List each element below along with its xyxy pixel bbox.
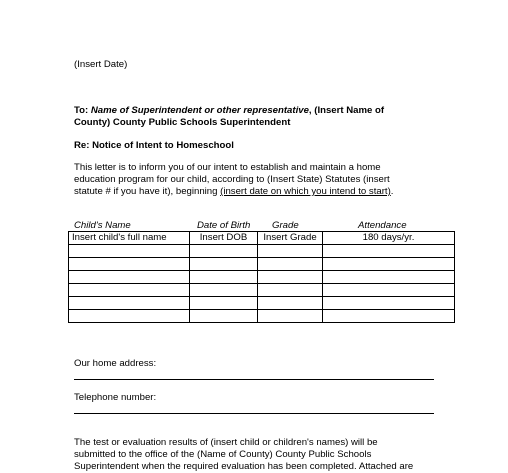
letter-date: (Insert Date) <box>74 59 128 70</box>
recipient-line <box>74 105 384 117</box>
dob-cell <box>190 245 258 258</box>
attendance-cell <box>323 297 455 310</box>
child-name-cell <box>69 284 190 297</box>
child-name-cell <box>69 245 190 258</box>
grade-cell <box>258 271 323 284</box>
footer-line-1: The test or evaluation results of (insert child or children's names) will be <box>74 437 378 448</box>
child-name-cell <box>69 310 190 323</box>
table-row <box>69 245 455 258</box>
attendance-cell <box>323 284 455 297</box>
table-row <box>69 284 455 297</box>
body-line-1: This letter is to inform you of our intent to establish and maintain a home <box>74 162 381 173</box>
header-date-of-birth: Date of Birth <box>197 220 251 231</box>
dob-cell <box>190 258 258 271</box>
grade-cell <box>258 245 323 258</box>
telephone-line <box>74 413 434 414</box>
dob-cell <box>190 271 258 284</box>
dob-cell <box>190 297 258 310</box>
attendance-cell <box>323 271 455 284</box>
attendance-cell: 180 days/yr. <box>323 232 455 245</box>
child-name-cell <box>69 258 190 271</box>
body-line-3 <box>74 186 393 198</box>
dob-cell: Insert DOB <box>190 232 258 245</box>
child-name-cell: Insert child's full name <box>69 232 190 245</box>
table-row <box>69 310 455 323</box>
dob-cell <box>190 310 258 323</box>
subject-line: Re: Notice of Intent to Homeschool <box>74 140 234 151</box>
child-name-cell <box>69 297 190 310</box>
grade-cell: Insert Grade <box>258 232 323 245</box>
footer-line-2: submitted to the office of the (Name of County) County Public Schools <box>74 449 372 460</box>
start-date-placeholder: (insert date on which you intend to start) <box>220 186 391 197</box>
header-attendance: Attendance <box>358 220 407 231</box>
home-address-line <box>74 379 434 380</box>
recipient-name: Name of Superintendent or other representative <box>90 105 309 116</box>
grade-cell <box>258 258 323 271</box>
telephone-label: Telephone number: <box>74 392 157 403</box>
header-childs-name: Child's Name <box>74 220 131 231</box>
table-row <box>69 297 455 310</box>
attendance-cell <box>323 258 455 271</box>
child-name-cell <box>69 271 190 284</box>
attendance-cell <box>323 310 455 323</box>
table-row <box>69 271 455 284</box>
recipient-line-2: County) County Public Schools Superintendent <box>74 117 291 128</box>
body-line-3-text: statute # if you have it), beginning <box>74 186 221 197</box>
dob-cell <box>190 284 258 297</box>
children-table <box>68 231 455 323</box>
grade-cell <box>258 297 323 310</box>
grade-cell <box>258 284 323 297</box>
to-label: To: <box>74 105 91 116</box>
body-line-2: education program for our child, according to (Insert State) Statutes (insert <box>74 174 390 185</box>
table-row <box>69 232 455 245</box>
recipient-rest: , (Insert Name of <box>308 105 385 116</box>
body-line-3-end: . <box>390 186 394 197</box>
grade-cell <box>258 310 323 323</box>
home-address-label: Our home address: <box>74 358 157 369</box>
table-row <box>69 258 455 271</box>
header-grade: Grade <box>272 220 299 231</box>
footer-line-3: Superintendent when the required evaluation has been completed. Attached are <box>74 461 414 472</box>
attendance-cell <box>323 245 455 258</box>
